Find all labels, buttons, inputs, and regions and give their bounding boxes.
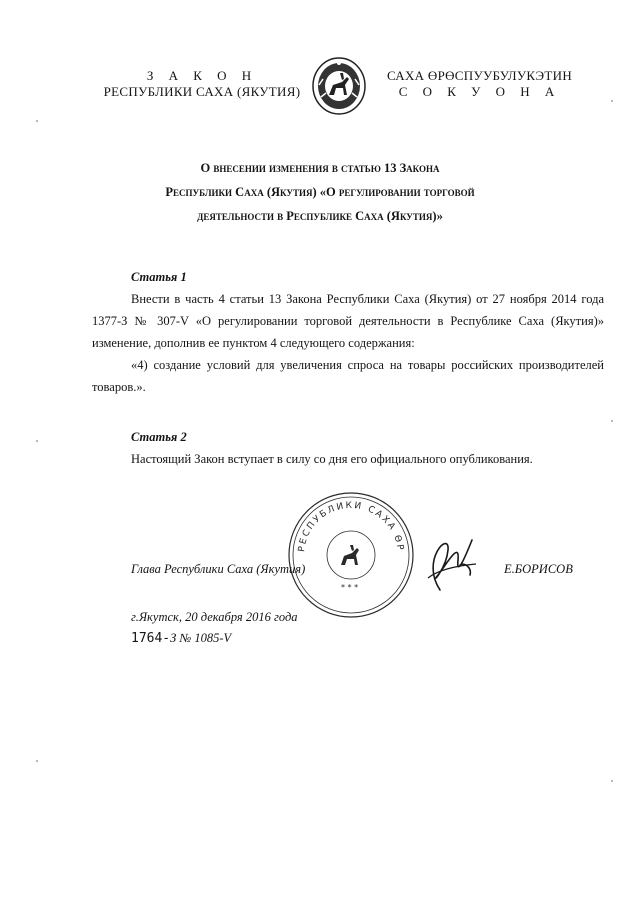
coat-of-arms-emblem xyxy=(309,55,369,117)
header-right xyxy=(372,68,587,100)
place-and-date: г.Якутск, 20 декабря 2016 года xyxy=(131,610,298,624)
title-line-1: О внесении изменения в статью 13 Закона xyxy=(200,161,440,175)
official-seal xyxy=(286,490,416,620)
article-2-heading: Статья 2 xyxy=(131,430,187,444)
header-republic-label: РЕСПУБЛИКИ САХА (ЯКУТИЯ) xyxy=(103,84,301,99)
scan-mark xyxy=(611,420,613,422)
article-1-paragraph-1: Внести в часть 4 статьи 13 Закона Республики Саха (Якутия) от 27 ноября 2014 года 1377-З № 307-V «О регулировании торговой деятельности в Республике Саха (Якутия)» изменение, дополнив ее пунктом 4 следующего содержания: xyxy=(92,292,604,350)
signatory-position: Глава Республики Саха (Якутия) xyxy=(131,562,306,576)
handwritten-signature xyxy=(410,520,485,600)
header-law-label: З А К О Н xyxy=(146,68,258,83)
scan-mark xyxy=(36,760,38,762)
article-2-paragraph: Настоящий Закон вступает в силу со дня его официального опубликования. xyxy=(131,452,533,466)
title-line-2: Республики Саха (Якутия) «О регулировании торговой xyxy=(165,185,475,199)
scan-mark xyxy=(36,120,38,122)
title-line-3: деятельности в Республике Саха (Якутия)» xyxy=(197,209,443,223)
signatory-name: Е.БОРИСОВ xyxy=(504,562,573,576)
scan-mark xyxy=(611,100,613,102)
svg-text:* * *: * * * xyxy=(341,583,359,592)
law-number xyxy=(131,630,231,646)
document-title xyxy=(90,156,550,228)
scan-mark xyxy=(611,780,613,782)
law-number-suffix: З № 1085-V xyxy=(170,631,232,645)
article-1-paragraph-2: «4) создание условий для увеличения спроса на товары российских производителей товаров.». xyxy=(92,358,604,394)
seal-text: РЕСПУБЛИКИ САХА ӨР xyxy=(297,500,405,553)
scan-mark xyxy=(36,440,38,442)
header-left xyxy=(82,68,322,100)
article-1-heading: Статья 1 xyxy=(131,270,187,284)
law-number-prefix: 1764- xyxy=(131,631,171,646)
header-sakha-label: САХА ӨРӨСПУУБУЛУКЭТИН xyxy=(386,68,573,83)
header-law-sakha-label: С О К У О Н А xyxy=(398,84,561,99)
